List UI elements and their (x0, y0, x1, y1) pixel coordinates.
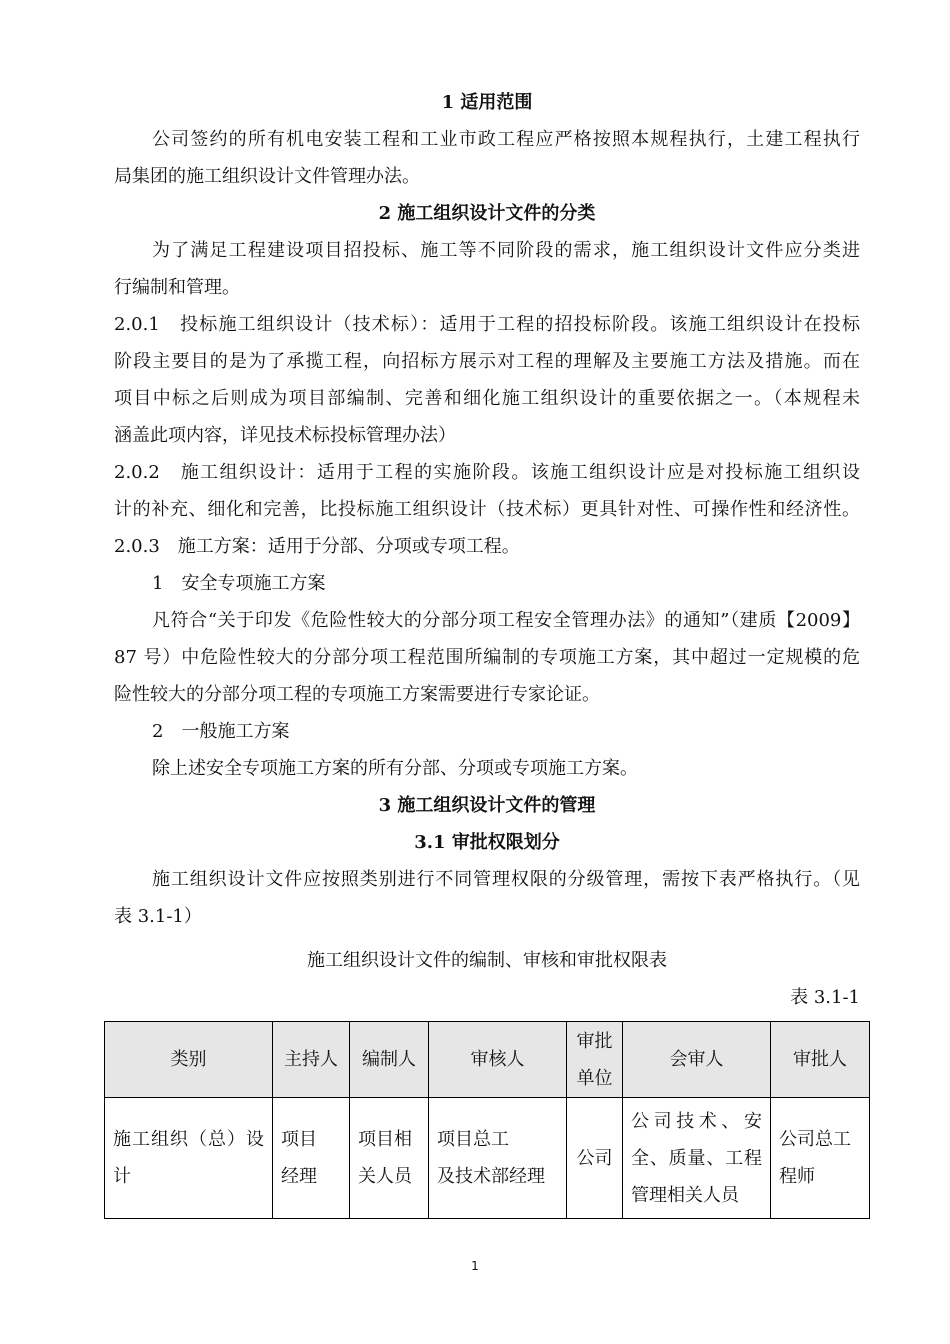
sub-item-1-line: 险性较大的分部分项工程的专项施工方案需要进行专家论证。 (114, 684, 600, 705)
cell-compiler (350, 1098, 429, 1219)
header-category: 类别 (105, 1022, 273, 1098)
sub-item-1-line: 凡符合“关于印发《危险性较大的分部分项工程安全管理办法》的通知”（建质【2009】 (152, 610, 860, 631)
section-2-heading: 2 施工组织设计文件的分类 (378, 203, 596, 224)
header-approver: 审批人 (771, 1022, 870, 1098)
cell-co-reviewer (623, 1098, 771, 1219)
cell-line: 程师 (779, 1166, 815, 1187)
section-3-1-heading: 3.1 审批权限划分 (414, 832, 560, 853)
cell-line: 公司技术、安 (631, 1110, 762, 1132)
cell-approval-unit: 公司 (567, 1098, 623, 1219)
header-approval-unit-line: 单位 (576, 1067, 613, 1089)
cell-line: 公司总工 (779, 1129, 851, 1150)
header-approval-unit (567, 1022, 623, 1098)
sub-item-1-line: 87 号）中危险性较大的分部分项工程范围所编制的专项施工方案，其中超过一定规模的危 (114, 647, 860, 668)
cell-approver (771, 1098, 870, 1219)
item-2-0-1-line: 阶段主要目的是为了承揽工程，向招标方展示对工程的理解及主要施工方法及措施。而在 (114, 351, 860, 372)
cell-category (105, 1098, 273, 1219)
cell-line: 及技术部经理 (437, 1166, 545, 1187)
item-2-0-1-line: 2.0.1 投标施工组织设计（技术标）：适用于工程的招投标阶段。该施工组织设计在投标 (114, 314, 860, 335)
item-2-0-2-line: 计的补充、细化和完善，比投标施工组织设计（技术标）更具针对性、可操作性和经济性。 (114, 499, 860, 520)
cell-line: 关人员 (358, 1166, 412, 1187)
sub-item-1-title: 1 安全专项施工方案 (152, 573, 326, 594)
sub-item-2-title: 2 一般施工方案 (152, 721, 290, 742)
section-2-intro-line: 行编制和管理。 (114, 277, 240, 298)
section-1-paragraph-line: 公司签约的所有机电安装工程和工业市政工程应严格按照本规程执行，土建工程执行 (152, 129, 860, 150)
cell-host (273, 1098, 350, 1219)
table-header-row (105, 1022, 870, 1098)
item-2-0-1-line: 项目中标之后则成为项目部编制、完善和细化施工组织设计的重要依据之一。（本规程未 (114, 388, 860, 409)
section-2-intro-line: 为了满足工程建设项目招投标、施工等不同阶段的需求，施工组织设计文件应分类进 (152, 240, 860, 261)
page-number: 1 (471, 1259, 479, 1273)
cell-line: 管理相关人员 (631, 1184, 739, 1206)
header-compiler: 编制人 (350, 1022, 429, 1098)
cell-line: 经理 (281, 1166, 317, 1187)
cell-line: 项目总工 (437, 1129, 509, 1150)
item-2-0-2-line: 2.0.2 施工组织设计：适用于工程的实施阶段。该施工组织设计应是对投标施工组织设 (114, 462, 860, 483)
header-reviewer: 审核人 (429, 1022, 567, 1098)
header-co-reviewer: 会审人 (623, 1022, 771, 1098)
table-row (105, 1098, 870, 1219)
cell-reviewer (429, 1098, 567, 1219)
item-2-0-1-line: 涵盖此项内容，详见技术标投标管理办法） (114, 425, 456, 446)
header-approval-unit-line: 审批 (576, 1030, 613, 1052)
section-3-paragraph-line: 表 3.1-1） (114, 906, 202, 927)
cell-line: 全、质量、工程 (631, 1147, 762, 1169)
sub-item-2-line: 除上述安全专项施工方案的所有分部、分项或专项施工方案。 (152, 758, 638, 779)
cell-line: 施工组织（总）设 (113, 1129, 264, 1150)
table-caption: 施工组织设计文件的编制、审核和审批权限表 (307, 950, 667, 971)
section-1-heading: 1 适用范围 (441, 92, 533, 113)
table-number: 表 3.1-1 (790, 987, 860, 1008)
cell-line: 项目相 (358, 1129, 412, 1150)
item-2-0-3: 2.0.3 施工方案：适用于分部、分项或专项工程。 (114, 536, 520, 557)
cell-line: 计 (113, 1166, 131, 1187)
approval-authority-table (104, 1021, 870, 1219)
cell-line: 项目 (281, 1129, 317, 1150)
section-1-paragraph-line: 局集团的施工组织设计文件管理办法。 (114, 166, 420, 187)
section-3-heading: 3 施工组织设计文件的管理 (378, 795, 596, 816)
header-host: 主持人 (273, 1022, 350, 1098)
section-3-paragraph-line: 施工组织设计文件应按照类别进行不同管理权限的分级管理，需按下表严格执行。（见 (152, 869, 860, 890)
